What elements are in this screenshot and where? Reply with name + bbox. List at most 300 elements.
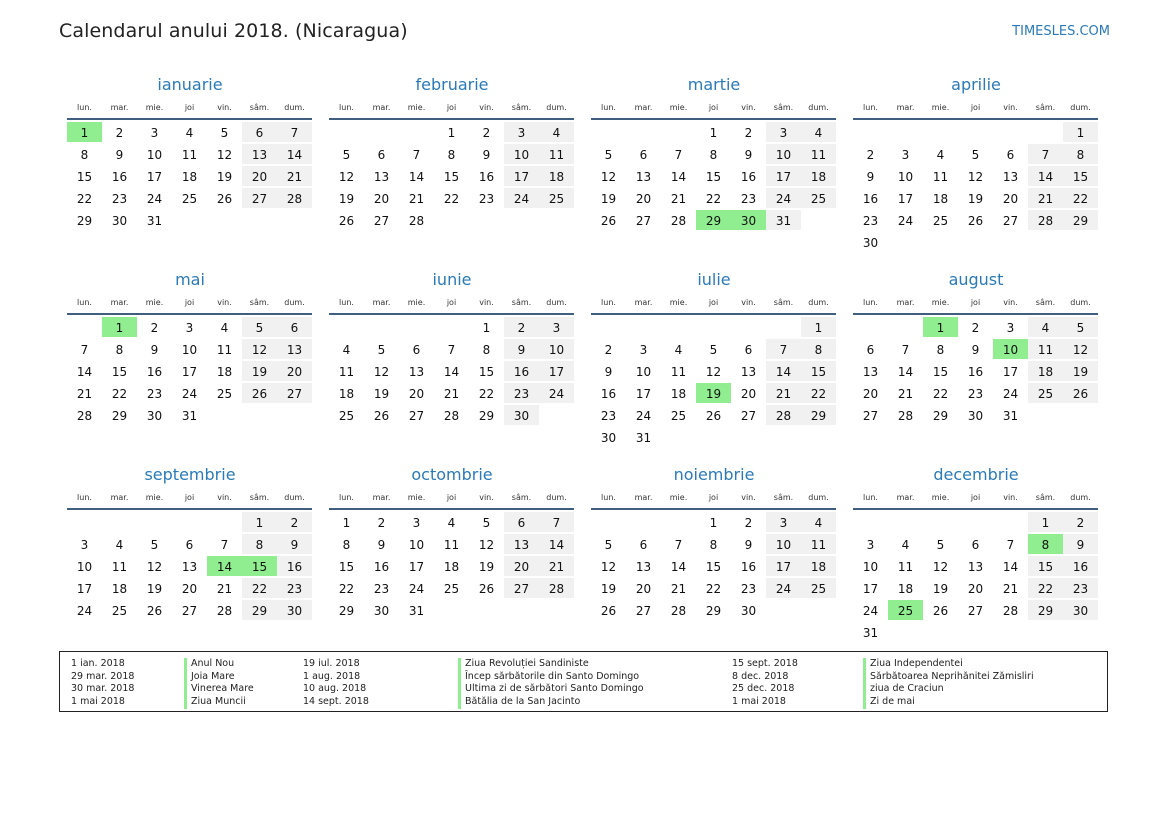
holiday-name: Ziua Muncii <box>184 696 254 709</box>
day-cell: 29 <box>111 409 128 423</box>
day-cell: 24 <box>146 192 163 206</box>
day-cell: 13 <box>277 339 312 359</box>
weekday-header <box>853 100 1099 116</box>
day-cell: 14 <box>1028 166 1063 186</box>
day-cell: 5 <box>150 538 159 552</box>
day-cell: 1 <box>482 321 491 335</box>
day-cell: 17 <box>504 166 539 186</box>
day-cell: 30 <box>111 214 128 228</box>
day-cell: 23 <box>600 409 617 423</box>
day-cell: 17 <box>862 582 879 596</box>
day-cell: 11 <box>111 560 128 574</box>
month-divider <box>329 508 574 510</box>
day-cell: 19 <box>338 192 355 206</box>
weekday-label: mar. <box>372 493 391 502</box>
day-cell: 30 <box>967 409 984 423</box>
weekday-label: vin. <box>741 103 756 112</box>
day-cell: 1 <box>242 512 277 532</box>
day-cell: 23 <box>967 387 984 401</box>
day-cell: 5 <box>377 343 386 357</box>
day-cell: 29 <box>478 409 495 423</box>
weekday-label: lun. <box>601 298 616 307</box>
weekday-label: mie. <box>669 493 688 502</box>
day-cell: 6 <box>242 122 277 142</box>
day-cell: 9 <box>115 148 124 162</box>
day-cell: 6 <box>377 148 386 162</box>
weekday-label: mar. <box>896 493 915 502</box>
day-cell: 2 <box>277 512 312 532</box>
day-cell: 25 <box>111 604 128 618</box>
day-cell: 29 <box>1063 210 1098 230</box>
days-grid <box>853 316 1099 426</box>
day-cell: 3 <box>412 516 421 530</box>
weekday-label: sâm. <box>1035 298 1056 307</box>
day-cell-holiday: 1 <box>67 122 102 142</box>
day-cell: 18 <box>443 560 460 574</box>
day-cell: 5 <box>220 126 229 140</box>
day-cell: 27 <box>635 214 652 228</box>
weekday-label: mie. <box>407 493 426 502</box>
day-cell: 27 <box>862 409 879 423</box>
day-cell: 12 <box>705 365 722 379</box>
day-cell: 2 <box>866 148 875 162</box>
days-grid <box>67 511 313 621</box>
day-cell: 20 <box>181 582 198 596</box>
holiday-date: 1 mai 2018 <box>732 696 786 708</box>
day-empty <box>853 317 888 337</box>
day-cell: 15 <box>705 560 722 574</box>
weekday-label: lun. <box>77 103 92 112</box>
day-cell: 8 <box>936 343 945 357</box>
day-cell: 23 <box>740 582 757 596</box>
holiday-name: Anul Nou <box>184 658 254 671</box>
weekday-label: vin. <box>479 493 494 502</box>
day-cell: 8 <box>801 339 836 359</box>
day-cell: 13 <box>408 365 425 379</box>
day-cell: 21 <box>1002 582 1019 596</box>
legend-dates-col-3 <box>732 658 798 709</box>
day-cell: 17 <box>897 192 914 206</box>
day-cell: 6 <box>185 538 194 552</box>
day-cell: 13 <box>1002 170 1019 184</box>
day-cell: 4 <box>901 538 910 552</box>
day-cell: 23 <box>478 192 495 206</box>
weekday-header <box>591 295 837 311</box>
day-cell: 25 <box>216 387 233 401</box>
day-cell: 31 <box>408 604 425 618</box>
weekday-label: dum. <box>284 298 305 307</box>
month-block-martie <box>591 74 837 269</box>
day-cell: 29 <box>76 214 93 228</box>
day-cell: 6 <box>639 538 648 552</box>
day-cell: 25 <box>181 192 198 206</box>
days-grid <box>329 316 575 426</box>
day-empty <box>731 317 766 337</box>
day-cell: 21 <box>670 582 687 596</box>
weekday-label: mar. <box>634 103 653 112</box>
days-grid <box>67 121 313 231</box>
day-cell: 4 <box>115 538 124 552</box>
day-cell: 26 <box>373 409 390 423</box>
day-cell: 8 <box>115 343 124 357</box>
day-cell: 2 <box>744 516 753 530</box>
day-cell: 12 <box>146 560 163 574</box>
holiday-date: 15 sept. 2018 <box>732 658 798 669</box>
day-empty <box>958 512 993 532</box>
month-title: februarie <box>415 75 489 94</box>
day-cell: 17 <box>635 387 652 401</box>
day-cell: 7 <box>447 343 456 357</box>
weekday-label: lun. <box>339 298 354 307</box>
weekday-label: lun. <box>863 493 878 502</box>
day-cell: 23 <box>277 578 312 598</box>
day-cell: 9 <box>150 343 159 357</box>
day-cell: 17 <box>766 166 801 186</box>
weekday-label: dum. <box>808 298 829 307</box>
weekday-label: mie. <box>931 298 950 307</box>
weekday-header <box>853 295 1099 311</box>
day-cell: 22 <box>111 387 128 401</box>
holiday-date: 14 sept. 2018 <box>303 696 369 708</box>
day-cell: 11 <box>897 560 914 574</box>
day-cell: 9 <box>744 538 753 552</box>
day-cell: 18 <box>111 582 128 596</box>
day-cell: 27 <box>967 604 984 618</box>
day-cell: 28 <box>897 409 914 423</box>
day-cell: 11 <box>443 538 460 552</box>
day-cell: 31 <box>635 431 652 445</box>
day-empty <box>923 512 958 532</box>
day-cell: 7 <box>674 538 683 552</box>
day-cell: 12 <box>373 365 390 379</box>
day-cell: 28 <box>1002 604 1019 618</box>
day-cell: 17 <box>408 560 425 574</box>
day-cell: 14 <box>766 361 801 381</box>
day-cell: 1 <box>342 516 351 530</box>
holiday-date: 8 dec. 2018 <box>732 670 789 682</box>
day-cell: 26 <box>932 604 949 618</box>
day-cell: 20 <box>967 582 984 596</box>
days-grid <box>67 316 313 426</box>
days-grid <box>591 121 837 231</box>
day-cell: 12 <box>1063 339 1098 359</box>
day-cell: 17 <box>766 556 801 576</box>
day-cell: 2 <box>504 317 539 337</box>
day-cell: 18 <box>338 387 355 401</box>
day-cell: 23 <box>111 192 128 206</box>
day-cell: 17 <box>1002 365 1019 379</box>
weekday-label: joi <box>970 493 981 502</box>
day-cell: 9 <box>482 148 491 162</box>
day-cell: 4 <box>801 512 836 532</box>
weekday-label: dum. <box>546 298 567 307</box>
day-cell: 12 <box>967 170 984 184</box>
day-cell: 26 <box>216 192 233 206</box>
weekday-label: dum. <box>808 493 829 502</box>
day-cell: 24 <box>635 409 652 423</box>
weekday-header <box>329 490 575 506</box>
holiday-name: Încep sărbătorile din Santo Domingo <box>458 671 644 684</box>
day-empty <box>102 512 137 532</box>
weekday-label: lun. <box>601 493 616 502</box>
day-cell: 13 <box>635 170 652 184</box>
day-cell: 3 <box>185 321 194 335</box>
day-empty <box>1028 122 1063 142</box>
day-cell: 13 <box>504 534 539 554</box>
day-cell: 15 <box>1063 166 1098 186</box>
day-cell: 14 <box>1002 560 1019 574</box>
day-cell: 8 <box>342 538 351 552</box>
day-cell: 6 <box>504 512 539 532</box>
day-cell: 3 <box>539 317 574 337</box>
day-cell: 4 <box>447 516 456 530</box>
day-cell: 24 <box>862 604 879 618</box>
month-block-septembrie <box>67 464 313 659</box>
day-empty <box>434 317 469 337</box>
day-cell: 3 <box>766 122 801 142</box>
day-empty <box>888 122 923 142</box>
day-cell: 24 <box>539 383 574 403</box>
day-empty <box>329 122 364 142</box>
day-cell: 8 <box>482 343 491 357</box>
day-cell: 18 <box>216 365 233 379</box>
day-cell: 10 <box>408 538 425 552</box>
day-empty <box>137 512 172 532</box>
day-cell: 20 <box>740 387 757 401</box>
day-cell: 1 <box>1063 122 1098 142</box>
legend-dates-col-1 <box>71 658 134 709</box>
day-empty <box>626 122 661 142</box>
day-cell: 22 <box>338 582 355 596</box>
month-title: septembrie <box>144 465 236 484</box>
day-empty <box>923 122 958 142</box>
holiday-name: Ziua Revoluției Sandiniste <box>458 658 644 671</box>
weekday-label: mar. <box>372 298 391 307</box>
day-cell: 8 <box>709 148 718 162</box>
day-cell: 28 <box>443 409 460 423</box>
day-cell: 19 <box>600 582 617 596</box>
day-cell: 23 <box>1063 578 1098 598</box>
day-cell: 7 <box>1006 538 1015 552</box>
month-divider <box>67 118 312 120</box>
holiday-name: Sărbătoarea Neprihănitei Zămisliri <box>863 671 1034 684</box>
day-empty <box>888 317 923 337</box>
day-cell: 12 <box>242 339 277 359</box>
day-cell: 14 <box>897 365 914 379</box>
day-cell: 10 <box>897 170 914 184</box>
weekday-label: vin. <box>217 103 232 112</box>
day-cell: 14 <box>670 560 687 574</box>
day-cell-holiday: 25 <box>888 600 923 620</box>
weekday-label: mar. <box>634 298 653 307</box>
day-cell: 23 <box>373 582 390 596</box>
day-cell: 7 <box>539 512 574 532</box>
day-cell: 5 <box>242 317 277 337</box>
day-cell: 4 <box>342 343 351 357</box>
legend-names-col-1 <box>184 658 254 709</box>
day-cell: 14 <box>76 365 93 379</box>
day-cell: 11 <box>670 365 687 379</box>
weekday-header <box>67 295 313 311</box>
weekday-label: mar. <box>110 493 129 502</box>
day-cell: 13 <box>740 365 757 379</box>
weekday-label: joi <box>446 298 457 307</box>
day-cell: 26 <box>338 214 355 228</box>
day-empty <box>399 122 434 142</box>
holiday-date: 29 mar. 2018 <box>71 670 135 682</box>
day-cell: 20 <box>1002 192 1019 206</box>
day-cell: 13 <box>862 365 879 379</box>
weekday-label: sâm. <box>773 298 794 307</box>
day-cell: 29 <box>705 604 722 618</box>
day-cell: 27 <box>635 604 652 618</box>
month-divider <box>67 508 312 510</box>
weekday-label: lun. <box>863 103 878 112</box>
day-cell: 6 <box>866 343 875 357</box>
weekday-label: mie. <box>407 298 426 307</box>
day-cell: 11 <box>338 365 355 379</box>
weekday-label: vin. <box>1003 103 1018 112</box>
days-grid <box>853 121 1099 253</box>
month-divider <box>591 118 836 120</box>
day-cell: 22 <box>242 578 277 598</box>
weekday-label: mar. <box>110 298 129 307</box>
day-cell: 5 <box>342 148 351 162</box>
day-cell: 15 <box>338 560 355 574</box>
holiday-name: Joia Mare <box>184 671 254 684</box>
day-cell: 27 <box>408 409 425 423</box>
day-cell: 23 <box>740 192 757 206</box>
day-cell: 7 <box>80 343 89 357</box>
weekday-label: sâm. <box>773 103 794 112</box>
day-cell: 30 <box>862 236 879 250</box>
day-cell: 21 <box>277 166 312 186</box>
day-cell: 26 <box>478 582 495 596</box>
weekday-label: vin. <box>217 493 232 502</box>
day-cell: 12 <box>216 148 233 162</box>
day-cell: 18 <box>539 166 574 186</box>
day-cell: 24 <box>897 214 914 228</box>
day-cell: 9 <box>971 343 980 357</box>
weekday-label: lun. <box>339 493 354 502</box>
day-cell: 10 <box>181 343 198 357</box>
day-cell: 28 <box>539 578 574 598</box>
weekday-label: joi <box>708 493 719 502</box>
weekday-label: mie. <box>145 298 164 307</box>
day-cell: 30 <box>373 604 390 618</box>
month-divider <box>591 508 836 510</box>
days-grid <box>591 316 837 448</box>
site-link[interactable]: TIMESLES.COM <box>1012 24 1110 39</box>
day-cell: 8 <box>447 148 456 162</box>
day-cell: 19 <box>478 560 495 574</box>
day-cell: 6 <box>1006 148 1015 162</box>
day-cell: 3 <box>866 538 875 552</box>
day-cell: 21 <box>443 387 460 401</box>
month-title: noiembrie <box>673 465 755 484</box>
legend-names-col-3 <box>863 658 1034 709</box>
month-block-februarie <box>329 74 575 269</box>
day-cell: 19 <box>1063 361 1098 381</box>
day-cell: 21 <box>897 387 914 401</box>
day-cell: 18 <box>801 166 836 186</box>
day-cell: 24 <box>408 582 425 596</box>
day-cell: 26 <box>242 383 277 403</box>
day-cell: 28 <box>766 405 801 425</box>
weekday-label: mie. <box>145 103 164 112</box>
weekday-label: vin. <box>741 493 756 502</box>
day-cell: 11 <box>539 144 574 164</box>
day-cell: 24 <box>766 578 801 598</box>
day-cell: 31 <box>1002 409 1019 423</box>
day-empty <box>766 317 801 337</box>
weekday-label: lun. <box>77 493 92 502</box>
holiday-name: Zi de mai <box>863 696 1034 709</box>
weekday-label: joi <box>184 493 195 502</box>
weekday-label: lun. <box>601 103 616 112</box>
day-cell: 16 <box>740 170 757 184</box>
day-cell: 25 <box>801 578 836 598</box>
weekday-label: dum. <box>1070 103 1091 112</box>
day-cell: 28 <box>670 214 687 228</box>
day-cell: 31 <box>181 409 198 423</box>
day-cell-holiday: 14 <box>207 556 242 576</box>
day-cell: 18 <box>801 556 836 576</box>
day-cell: 30 <box>1063 600 1098 620</box>
month-block-august <box>853 269 1099 464</box>
day-cell: 9 <box>504 339 539 359</box>
weekday-label: mie. <box>407 103 426 112</box>
day-cell: 21 <box>539 556 574 576</box>
day-cell: 29 <box>242 600 277 620</box>
day-cell: 3 <box>766 512 801 532</box>
day-empty <box>329 317 364 337</box>
day-cell: 16 <box>862 192 879 206</box>
day-cell: 29 <box>338 604 355 618</box>
day-cell: 1 <box>447 126 456 140</box>
day-cell: 20 <box>373 192 390 206</box>
month-divider <box>591 313 836 315</box>
day-cell: 8 <box>80 148 89 162</box>
day-cell: 15 <box>443 170 460 184</box>
day-cell: 5 <box>971 148 980 162</box>
day-empty <box>888 512 923 532</box>
day-cell: 7 <box>674 148 683 162</box>
day-cell: 10 <box>862 560 879 574</box>
day-cell: 23 <box>504 383 539 403</box>
day-cell: 16 <box>478 170 495 184</box>
day-cell: 4 <box>674 343 683 357</box>
month-title: mai <box>175 270 205 289</box>
month-divider <box>329 118 574 120</box>
month-divider <box>853 313 1098 315</box>
day-cell: 2 <box>744 126 753 140</box>
month-block-mai <box>67 269 313 464</box>
month-block-iunie <box>329 269 575 464</box>
day-cell: 14 <box>443 365 460 379</box>
holidays-legend <box>59 651 1108 712</box>
weekday-label: joi <box>184 298 195 307</box>
day-cell: 28 <box>216 604 233 618</box>
month-title: aprilie <box>951 75 1001 94</box>
day-cell: 11 <box>801 534 836 554</box>
day-cell-holiday: 1 <box>923 317 958 337</box>
weekday-label: lun. <box>339 103 354 112</box>
weekday-label: vin. <box>1003 493 1018 502</box>
day-cell: 14 <box>277 144 312 164</box>
day-empty <box>853 122 888 142</box>
month-block-octombrie <box>329 464 575 659</box>
